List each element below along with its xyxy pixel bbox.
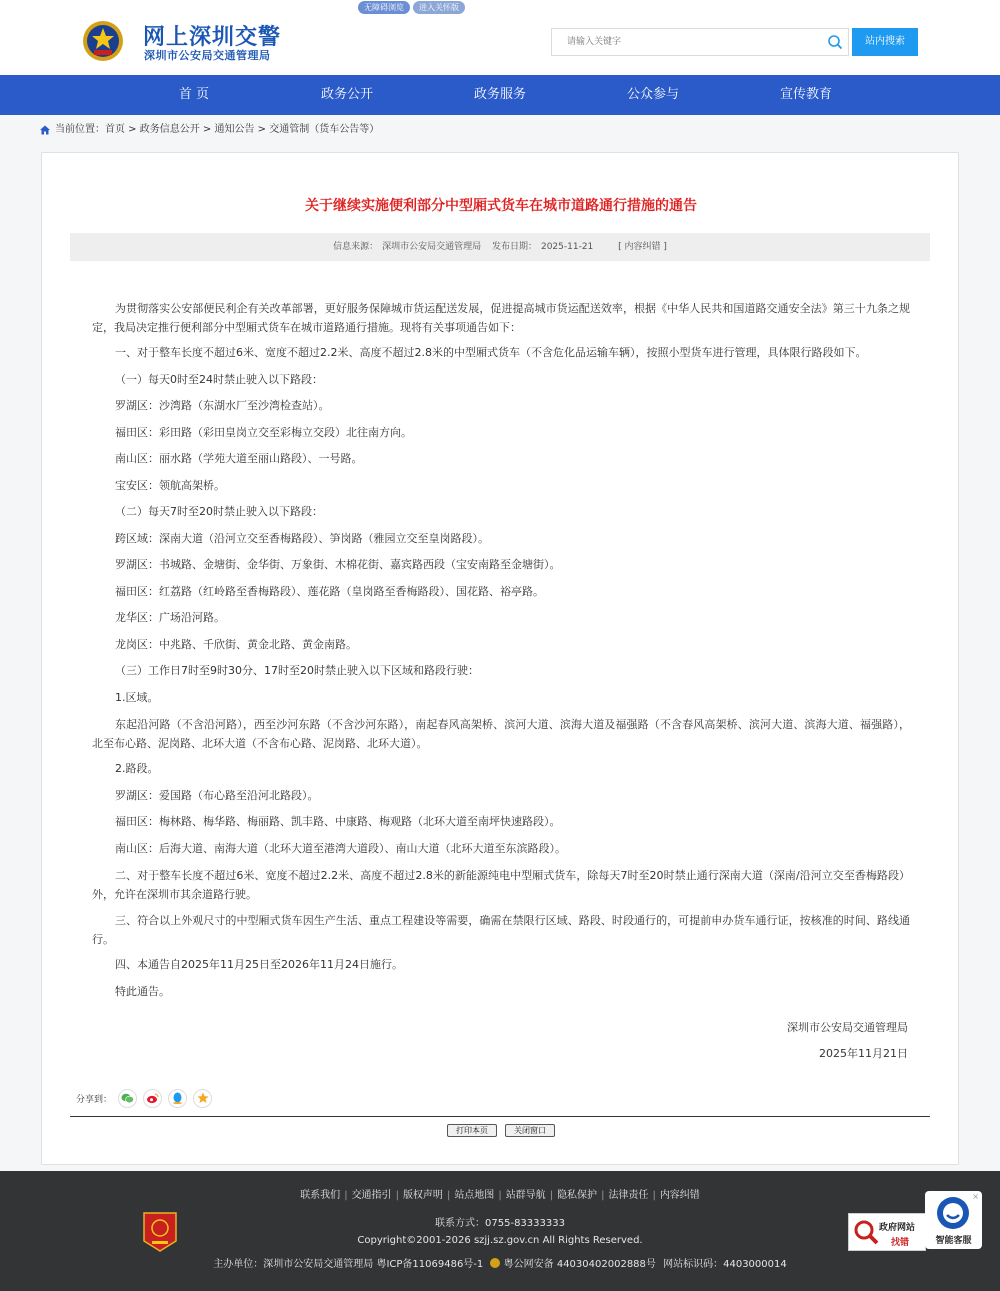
- article-paragraph: 罗湖区：爱国路（布心路至沿河北路段）。: [115, 788, 319, 802]
- error-report-icon: [853, 1219, 879, 1245]
- police-emblem-icon: [82, 20, 124, 62]
- gov-error-line2: 找错: [891, 1238, 910, 1248]
- footer-link-contact[interactable]: 联系我们: [300, 1190, 341, 1201]
- article-paragraph: 龙华区：广场沿河路。: [115, 611, 225, 624]
- source-value: 深圳市公安局交通管理局: [382, 242, 482, 252]
- footer-link-site-group[interactable]: 站群导航: [505, 1190, 546, 1201]
- article-paragraph: （一）每天0时至24时禁止驶入以下路段：: [115, 372, 323, 386]
- article-paragraph: 南山区：丽水路（学苑大道至丽山路段）、一号路。: [115, 452, 363, 465]
- close-icon[interactable]: ×: [972, 1192, 979, 1201]
- footer-host[interactable]: 主办单位：深圳市公安局交通管理局 粤ICP备11069486号-1: [213, 1259, 484, 1270]
- article-paragraph: 南山区：后海大道、南海大道（北环大道至港湾大道段）、南山大道（北环大道至东滨路段）。: [115, 841, 566, 855]
- footer-link-sitemap[interactable]: 站点地图: [454, 1190, 495, 1201]
- share-bar: [76, 1088, 212, 1108]
- article-paragraph: 东起沿河路（不含沿河路），西至沙河东路（不含沙河东路），南起春风高架桥、滨河大道、滨海大道及福强路（不含春风高架桥、滨河大道、滨海大道、福强路），北至布心路、泥岗路、北环大道（不含布心路、泥岗路、北环大道）。: [92, 718, 910, 750]
- footer-contact: 联系方式：0755-83333333: [435, 1218, 565, 1229]
- article-body: [92, 295, 910, 1005]
- article-paragraph: 福田区：彩田路（彩田皇岗立交至彩梅立交段）北往南方向。: [115, 425, 412, 439]
- content-divider: [70, 1116, 930, 1117]
- article-paragraph: 二、对于整车长度不超过6米、宽度不超过2.2米、高度不超过2.8米的新能源纯电中型厢式货车，除每天7时至20时禁止通行深南大道（深南/沿河立交至香梅路段）外，允许在深圳市其余道路行驶。: [92, 869, 910, 901]
- weibo-share-icon[interactable]: [143, 1089, 162, 1108]
- article-paragraph: 为贯彻落实公安部便民利企有关改革部署，更好服务保障城市货运配送发展，促进提高城市货运配送效率，根据《中华人民共和国道路交通安全法》第三十九条之规定，我局决定推行便利部分中型厢式货车在城市道路通行措施。现将有关事项通告如下：: [92, 302, 910, 334]
- accessibility-links: [358, 1, 465, 14]
- article-paragraph: 龙岗区：中兆路、千欣街、黄金北路、黄金南路。: [115, 637, 357, 651]
- care-mode-link[interactable]: 进入关怀版: [413, 1, 465, 14]
- kefu-label: 智能客服: [935, 1236, 972, 1246]
- print-button[interactable]: 打印本页: [447, 1124, 497, 1137]
- footer-link-privacy[interactable]: 隐私保护: [557, 1190, 598, 1201]
- breadcrumb: [40, 122, 379, 138]
- search-icon[interactable]: [827, 34, 843, 50]
- footer-copyright: Copyright©2001-2026 szjj.sz.gov.cn All Rights Reserved.: [357, 1235, 643, 1246]
- breadcrumb-separator: >: [254, 124, 270, 135]
- article-actions: [42, 1124, 960, 1137]
- footer-link-legal[interactable]: 法律责任: [608, 1190, 649, 1201]
- nav-gov-affairs-open[interactable]: 政务公开: [320, 87, 373, 102]
- article-paragraph: 罗湖区：沙湾路（东湖水厂至沙湾检查站）。: [115, 399, 330, 412]
- article-paragraph: 三、符合以上外观尺寸的中型厢式货车因生产生活、重点工程建设等需要，确需在禁限行区域、路段、时段通行的，可提前申办货车通行证，按核准的时间、路线通行。: [92, 914, 910, 946]
- nav-publicity-education[interactable]: 宣传教育: [779, 87, 832, 102]
- footer-link-traffic-guide[interactable]: 交通指引: [351, 1190, 392, 1201]
- article-title: 关于继续实施便利部分中型厢式货车在城市道路通行措施的通告: [305, 198, 697, 214]
- main-nav: [0, 75, 1000, 115]
- site-title[interactable]: 网上深圳交警: [143, 25, 282, 50]
- article-paragraph: 1.区域。: [115, 690, 159, 704]
- favorite-share-icon[interactable]: [193, 1089, 212, 1108]
- search-input[interactable]: [552, 29, 812, 55]
- footer-links: 联系我们 | 交通指引 | 版权声明 | 站点地图 | 站群导航 | 隐私保护 | 法律责任 | 内容纠错: [300, 1190, 700, 1201]
- article-paragraph: 特此通告。: [115, 984, 170, 998]
- breadcrumb-separator: >: [199, 124, 215, 135]
- footer-police-record[interactable]: 粤公网安备 44030402002888号: [503, 1259, 656, 1270]
- footer-site-id: 网站标识码：4403000014: [663, 1259, 787, 1270]
- search-button[interactable]: 站内搜索: [852, 28, 918, 56]
- qq-share-icon[interactable]: [168, 1089, 187, 1108]
- home-icon: [40, 125, 50, 135]
- article-panel: [41, 152, 959, 1165]
- source-label: 信息来源：: [333, 242, 379, 252]
- breadcrumb-item-notices[interactable]: 通知公告: [214, 124, 255, 135]
- close-window-button[interactable]: 关闭窗口: [505, 1124, 555, 1137]
- site-subtitle: 深圳市公安局交通管理局: [144, 49, 271, 62]
- nav-gov-services[interactable]: 政务服务: [473, 87, 526, 102]
- share-label: 分享到：: [76, 1094, 113, 1105]
- date-value: 2025-11-21: [540, 242, 594, 252]
- footer-link-error[interactable]: 内容纠错: [659, 1190, 700, 1201]
- breadcrumb-item-traffic-control[interactable]: 交通管制（货车公告等）: [269, 124, 380, 135]
- footer-registration: [0, 1255, 1000, 1270]
- article-paragraph: （二）每天7时至20时禁止驶入以下路段：: [115, 505, 323, 518]
- breadcrumb-item-home[interactable]: 首页: [105, 124, 125, 135]
- nav-public-participation[interactable]: 公众参与: [626, 87, 679, 102]
- signature-date: 2025年11月21日: [819, 1047, 908, 1060]
- article-meta: [70, 233, 930, 261]
- smart-service-widget[interactable]: [925, 1191, 982, 1249]
- search-box: [551, 28, 849, 56]
- wechat-share-icon[interactable]: [118, 1089, 137, 1108]
- breadcrumb-prefix: 当前位置：: [55, 124, 105, 135]
- date-label: 发布日期：: [491, 242, 537, 252]
- accessible-browse-link[interactable]: 无障碍浏览: [358, 1, 410, 14]
- article-paragraph: 一、对于整车长度不超过6米、宽度不超过2.2米、高度不超过2.8米的中型厢式货车（不含危化品运输车辆），按照小型货车进行管理，具体限行路段如下。: [115, 346, 867, 359]
- article-paragraph: 福田区：红荔路（红岭路至香梅路段）、莲花路（皇岗路至香梅路段）、国花路、裕亭路。: [115, 584, 544, 598]
- footer-link-copyright[interactable]: 版权声明: [402, 1190, 443, 1201]
- article-signature: [787, 1015, 908, 1067]
- article-paragraph: 宝安区：领航高架桥。: [115, 478, 225, 492]
- article-paragraph: 福田区：梅林路、梅华路、梅丽路、凯丰路、中康路、梅观路（北环大道至南坪快速路段）。: [115, 815, 561, 828]
- article-paragraph: 罗湖区：书城路、金塘街、金华街、万象街、木棉花街、嘉宾路西段（宝安南路至金塘街）。: [115, 558, 561, 571]
- article-paragraph: 四、本通告自2025年11月25日至2026年11月24日施行。: [115, 958, 403, 971]
- article-paragraph: 跨区域：深南大道（沿河立交至香梅路段）、笋岗路（雅园立交至皇岗路段）。: [115, 531, 489, 545]
- content-error-link[interactable]: [ 内容纠错 ]: [618, 242, 667, 252]
- chatbot-icon: [936, 1196, 970, 1230]
- signature-org: 深圳市公安局交通管理局: [787, 1021, 908, 1034]
- police-badge-icon: [490, 1258, 500, 1268]
- gov-error-line1: 政府网站: [879, 1223, 916, 1233]
- breadcrumb-item-gov-info[interactable]: 政务信息公开: [139, 124, 200, 135]
- site-header: [0, 0, 1000, 75]
- article-paragraph: 2.路段。: [115, 762, 159, 775]
- nav-home[interactable]: 首 页: [178, 87, 210, 102]
- gov-site-error-widget[interactable]: [848, 1213, 926, 1251]
- breadcrumb-separator: >: [125, 124, 140, 135]
- article-paragraph: （三）工作日7时至9时30分、17时至20时禁止驶入以下区域和路段行驶：: [115, 664, 479, 677]
